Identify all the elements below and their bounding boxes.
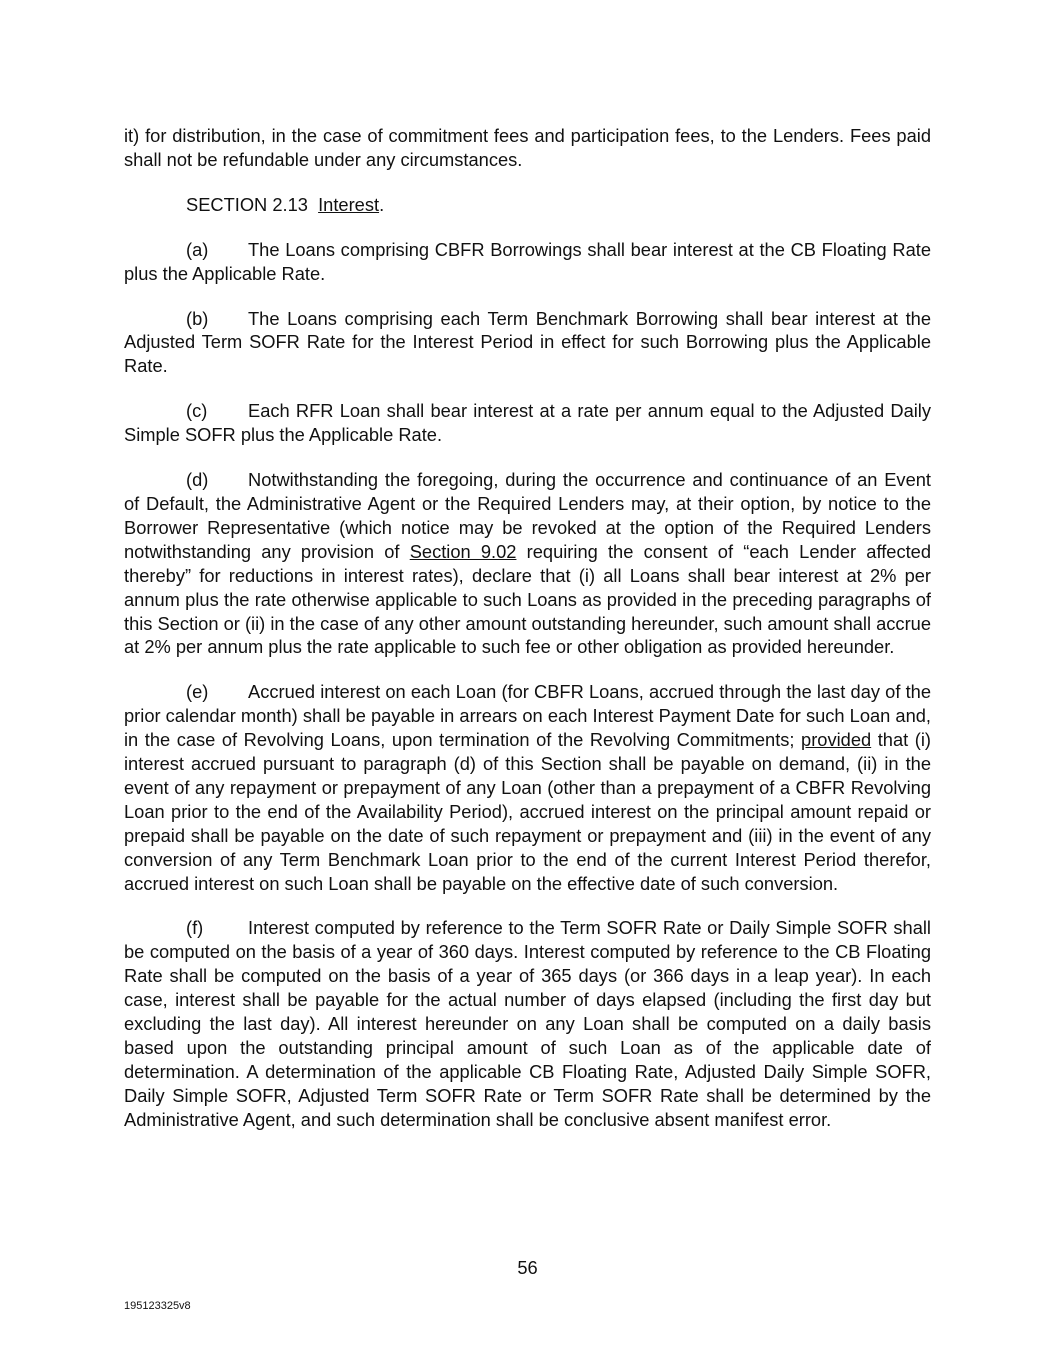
- paragraph-d: [124, 468, 931, 659]
- paragraph-text: requiring the consent of “each Lender affected thereby” for reductions in interest rates), declare that (i) all Loans shall bear interest at 2% per annum plus the rate otherwise applicable to such Loans as provided in the preceding paragraphs of this Section or (ii) in the case of any other amount outstanding hereunder, such amount shall accrue at 2% per annum plus the rate applicable to such fee or other obligation as provided hereunder.: [124, 540, 931, 658]
- paragraph-b: [124, 307, 931, 379]
- paragraph-label: (c): [186, 400, 208, 422]
- paragraph-label: (b): [186, 307, 209, 329]
- paragraph-label: (f): [186, 917, 204, 939]
- proviso-term: provided: [801, 729, 872, 751]
- intro-paragraph: it) for distribution, in the case of commitment fees and participation fees, to the Lenders. Fees paid shall not be refundable under any circumstances.: [124, 125, 931, 170]
- paragraph-text: The Loans comprising CBFR Borrowings shall bear interest at the CB Floating Rate plus the Applicable Rate.: [124, 238, 931, 284]
- paragraph-e: [124, 680, 931, 895]
- paragraph-text: The Loans comprising each Term Benchmark Borrowing shall bear interest at the Adjusted Term SOFR Rate for the Interest Period in effect for such Borrowing plus the Applicable Rate.: [124, 307, 931, 377]
- paragraph-label: (e): [186, 681, 209, 703]
- paragraph-label: (d): [186, 469, 209, 491]
- section-heading: [124, 193, 931, 217]
- page-number: 56: [517, 1257, 538, 1278]
- paragraph-text: Each RFR Loan shall bear interest at a rate per annum equal to the Adjusted Daily Simple SOFR plus the Applicable Rate.: [124, 400, 931, 446]
- paragraph-a: [124, 238, 931, 286]
- paragraph-text: Interest computed by reference to the Term SOFR Rate or Daily Simple SOFR shall be computed on the basis of a year of 360 days. Interest computed by reference to the CB Floating Rate shall be computed on the basis of a year of 365 days (or 366 days in a leap year). In each case, interest shall be payable for the actual number of days elapsed (including the first day but excluding the last day). All interest hereunder on any Loan shall be computed on a daily basis based upon the outstanding principal amount of such Loan as of the applicable date of determination. A determination of the applicable CB Floating Rate, Adjusted Daily Simple SOFR, Daily Simple SOFR, Adjusted Term SOFR Rate or Term SOFR Rate shall be determined by the Administrative Agent, and such determination shall be conclusive absent manifest error.: [124, 917, 931, 1130]
- paragraph-label: (a): [186, 238, 209, 260]
- paragraph-c: [124, 399, 931, 447]
- section-title: Interest: [318, 193, 380, 215]
- document-body: [124, 124, 931, 1153]
- section-title-period: .: [379, 193, 385, 215]
- paragraph-text: Notwithstanding the foregoing, during the occurrence and continuance of an Event of Default, the Administrative Agent or the Required Lenders may, at their option, by notice to the Borrower Representative (which notice may be revoked at the option of the Required Lenders notwithstanding any provision of: [124, 469, 931, 562]
- paragraph-text: Accrued interest on each Loan (for CBFR Loans, accrued through the last day of the prior calendar month) shall be payable in arrears on each Interest Payment Date for such Loan and, in the case of Revolving Loans, upon termination of the Revolving Commitments;: [124, 681, 931, 751]
- paragraph-text: that (i) interest accrued pursuant to paragraph (d) of this Section shall be payable on demand, (ii) in the event of any repayment or prepayment of any Loan (other than a prepayment of a CBFR Revolving Loan prior to the end of the Availability Period), accrued interest on the principal amount repaid or prepaid shall be payable on the date of such repayment or prepayment and (iii) in the event of any conversion of any Term Benchmark Loan prior to the end of the current Interest Period therefor, accrued interest on such Loan shall be payable on the effective date of such conversion.: [124, 729, 932, 894]
- paragraph-f: [124, 916, 931, 1131]
- section-reference: Section 9.02: [409, 540, 517, 562]
- document-id: 195123325v8: [124, 1300, 191, 1312]
- section-number: SECTION 2.13: [186, 193, 308, 215]
